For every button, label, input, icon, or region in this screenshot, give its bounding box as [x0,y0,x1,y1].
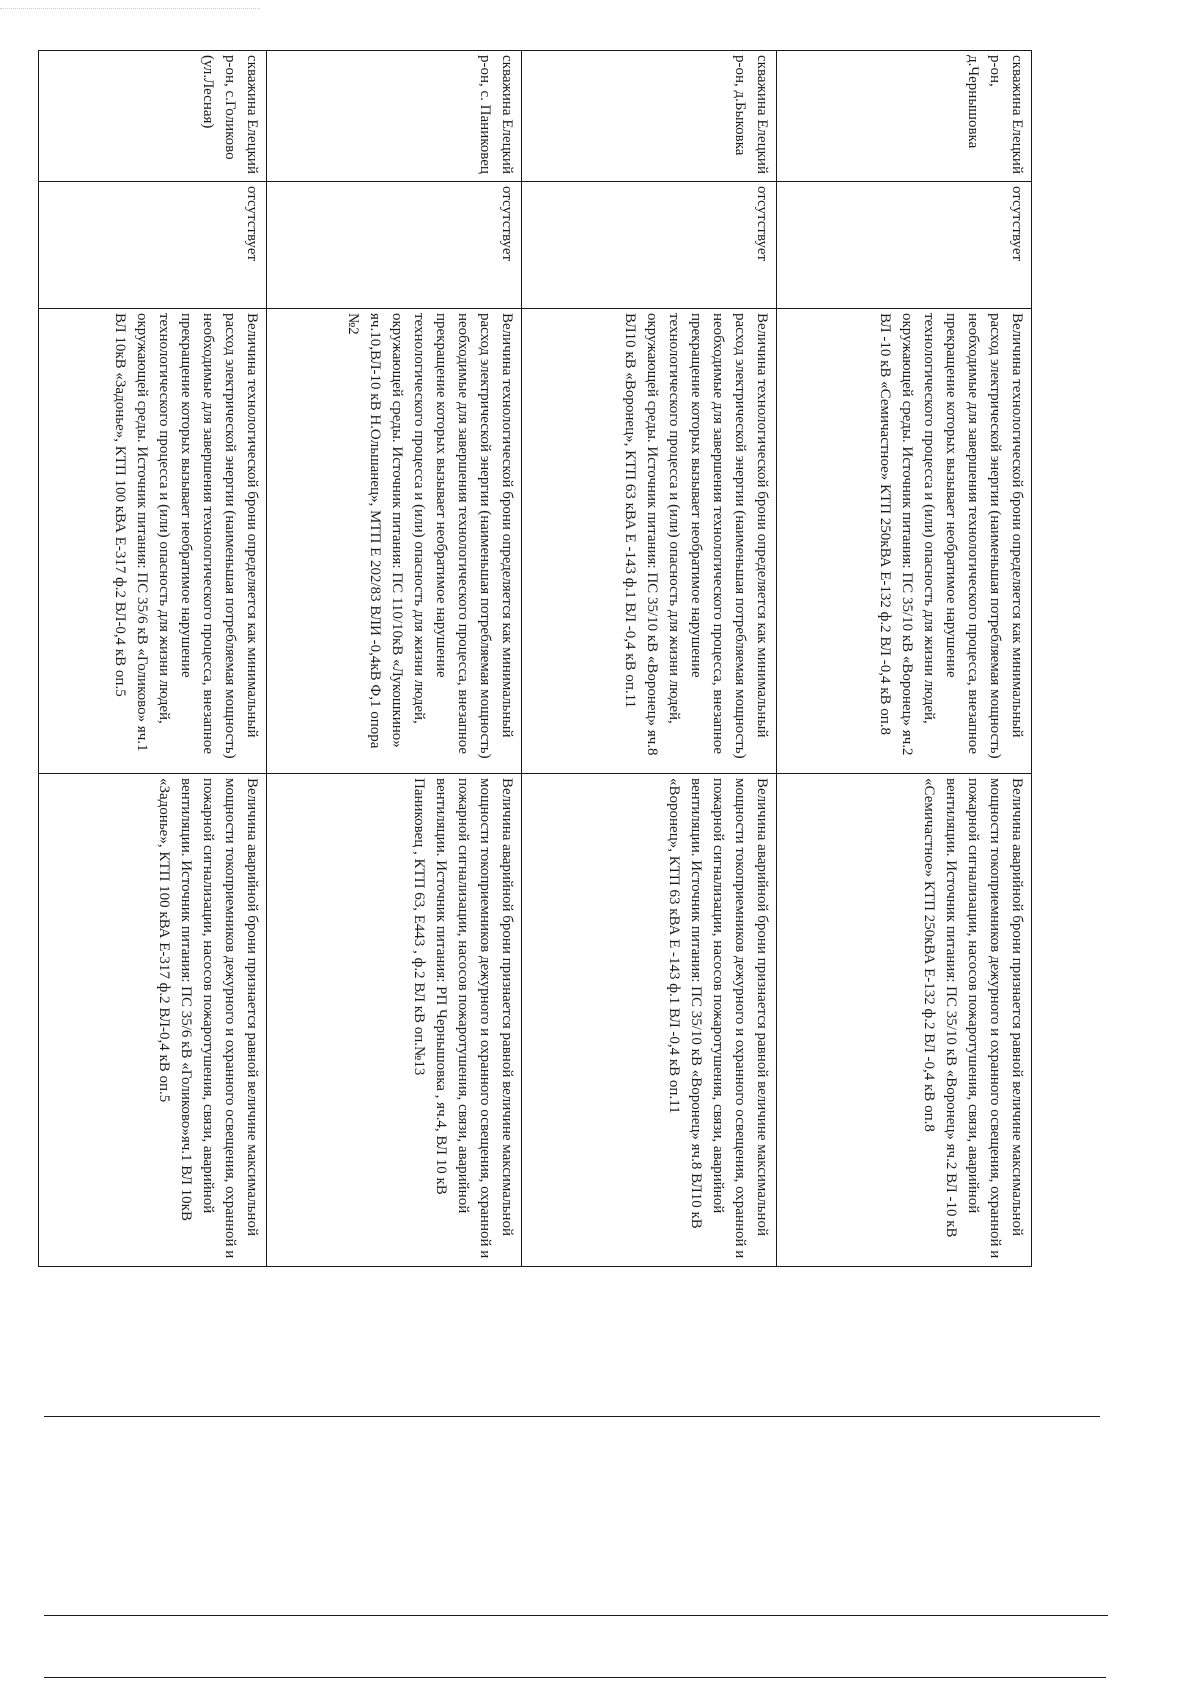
emergency-reserve-cell: Величина аварийной брони признается равной величине максимальной мощности токоприемников дежурного и охранного освещения, охранной и пожарной сигнализации, насосов пожаротушения, связи, аварийной вентиляции. Источник питания: РП Чернышовка , яч.4, ВЛ 10 кВ Паниковец , КТП 63, Е443 , ф.2 ВЛ кВ оп.№13 [267,774,522,1267]
rotated-table-container [39,50,1032,1266]
power-reserve-table [38,50,1032,1267]
tech-reserve-cell: Величина технологической брони определяется как минимальный расход электрической энергии (наименьшая потребляемая мощность) необходимые для завершения технологического процесса, внезапное прекращение которых вызывает необратимое нарушение технологического процесса и (или) опасность для жизни людей, окружающей среды. Источник питания: ПС 35/6 кВ «Голиково» яч.1 ВЛ 10кВ «Задонье», КТП 100 кВА Е-317 ф.2 ВЛ-0,4 кВ оп.5 [39,309,267,774]
horizontal-rule [44,1416,1100,1417]
table-row [522,51,777,1267]
object-cell: скважина Елецкий р-он, с. Паниковец [267,51,522,182]
value-cell: отсутствует [267,182,522,309]
value-cell: отсутствует [39,182,267,309]
emergency-reserve-cell: Величина аварийной брони признается равной величине максимальной мощности токоприемников дежурного и охранного освещения, охранной и пожарной сигнализации, насосов пожаротушения, связи, аварийной вентиляции. Источник питания: ПС 35/6 кВ «Голиково»яч.1 ВЛ 10кВ «Задонье», КТП 100 кВА Е-317 ф.2 ВЛ-0,4 кВ оп.5 [39,774,267,1267]
tech-reserve-cell: Величина технологической брони определяется как минимальный расход электрической энергии (наименьшая потребляемая мощность) необходимые для завершения технологического процесса, внезапное прекращение которых вызывает необратимое нарушение технологического процесса и (или) опасность для жизни людей, окружающей среды. Источник питания: ПС 35/10 кВ «Воронец» яч.2 ВЛ -10 кВ «Семичастное» КТП 250кВА Е-132 ф.2 ВЛ -0,4 кВ оп.8 [777,309,1032,774]
emergency-reserve-cell: Величина аварийной брони признается равной величине максимальной мощности токоприемников дежурного и охранного освещения, охранной и пожарной сигнализации, насосов пожаротушения, связи, аварийной вентиляции. Источник питания: ПС 35/10 кВ «Воронец» яч.2 ВЛ -10 кВ «Семичастное» КТП 250кВА Е-132 ф.2 ВЛ -0,4 кВ оп.8 [777,774,1032,1267]
table-row [267,51,522,1267]
emergency-reserve-cell: Величина аварийной брони признается равной величине максимальной мощности токоприемников дежурного и охранного освещения, охранной и пожарной сигнализации, насосов пожаротушения, связи, аварийной вентиляции. Источник питания: ПС 35/10 кВ «Воронец» яч.8 ВЛ10 кВ «Воронец», КТП 63 кВА Е -143 ф.1 ВЛ -0,4 кВ оп.11 [522,774,777,1267]
object-cell: скважина Елецкий р-он, д.Быковка [522,51,777,182]
value-cell: отсутствует [777,182,1032,309]
scan-edge-mark [0,8,260,9]
object-cell: скважина Елецкий р-он, д.Чернышовка [777,51,1032,182]
value-cell: отсутствует [522,182,777,309]
table-row [777,51,1032,1267]
table-row [39,51,267,1267]
horizontal-rule [44,1615,1108,1616]
object-cell: скважина Елецкий р-он, с.Голиково (ул.Лесная) [39,51,267,182]
tech-reserve-cell: Величина технологической брони определяется как минимальный расход электрической энергии (наименьшая потребляемая мощность) необходимые для завершения технологического процесса, внезапное прекращение которых вызывает необратимое нарушение технологического процесса и (или) опасность для жизни людей, окружающей среды. Источник питания: ПС 110/10кВ «Лукошкино» яч.10,ВЛ-10 кВ Н.Ольшанец», МТП Е 202/83 ВЛИ -0,4кВ Ф,1 опора №2 [267,309,522,774]
tech-reserve-cell: Величина технологической брони определяется как минимальный расход электрической энергии (наименьшая потребляемая мощность) необходимые для завершения технологического процесса, внезапное прекращение которых вызывает необратимое нарушение технологического процесса и (или) опасность для жизни людей, окружающей среды. Источник питания: ПС 35/10 кВ «Воронец» яч.8 ВЛ10 кВ «Воронец», КТП 63 кВА Е -143 ф.1 ВЛ -0,4 кВ оп.11 [522,309,777,774]
horizontal-rule [44,1677,1106,1678]
